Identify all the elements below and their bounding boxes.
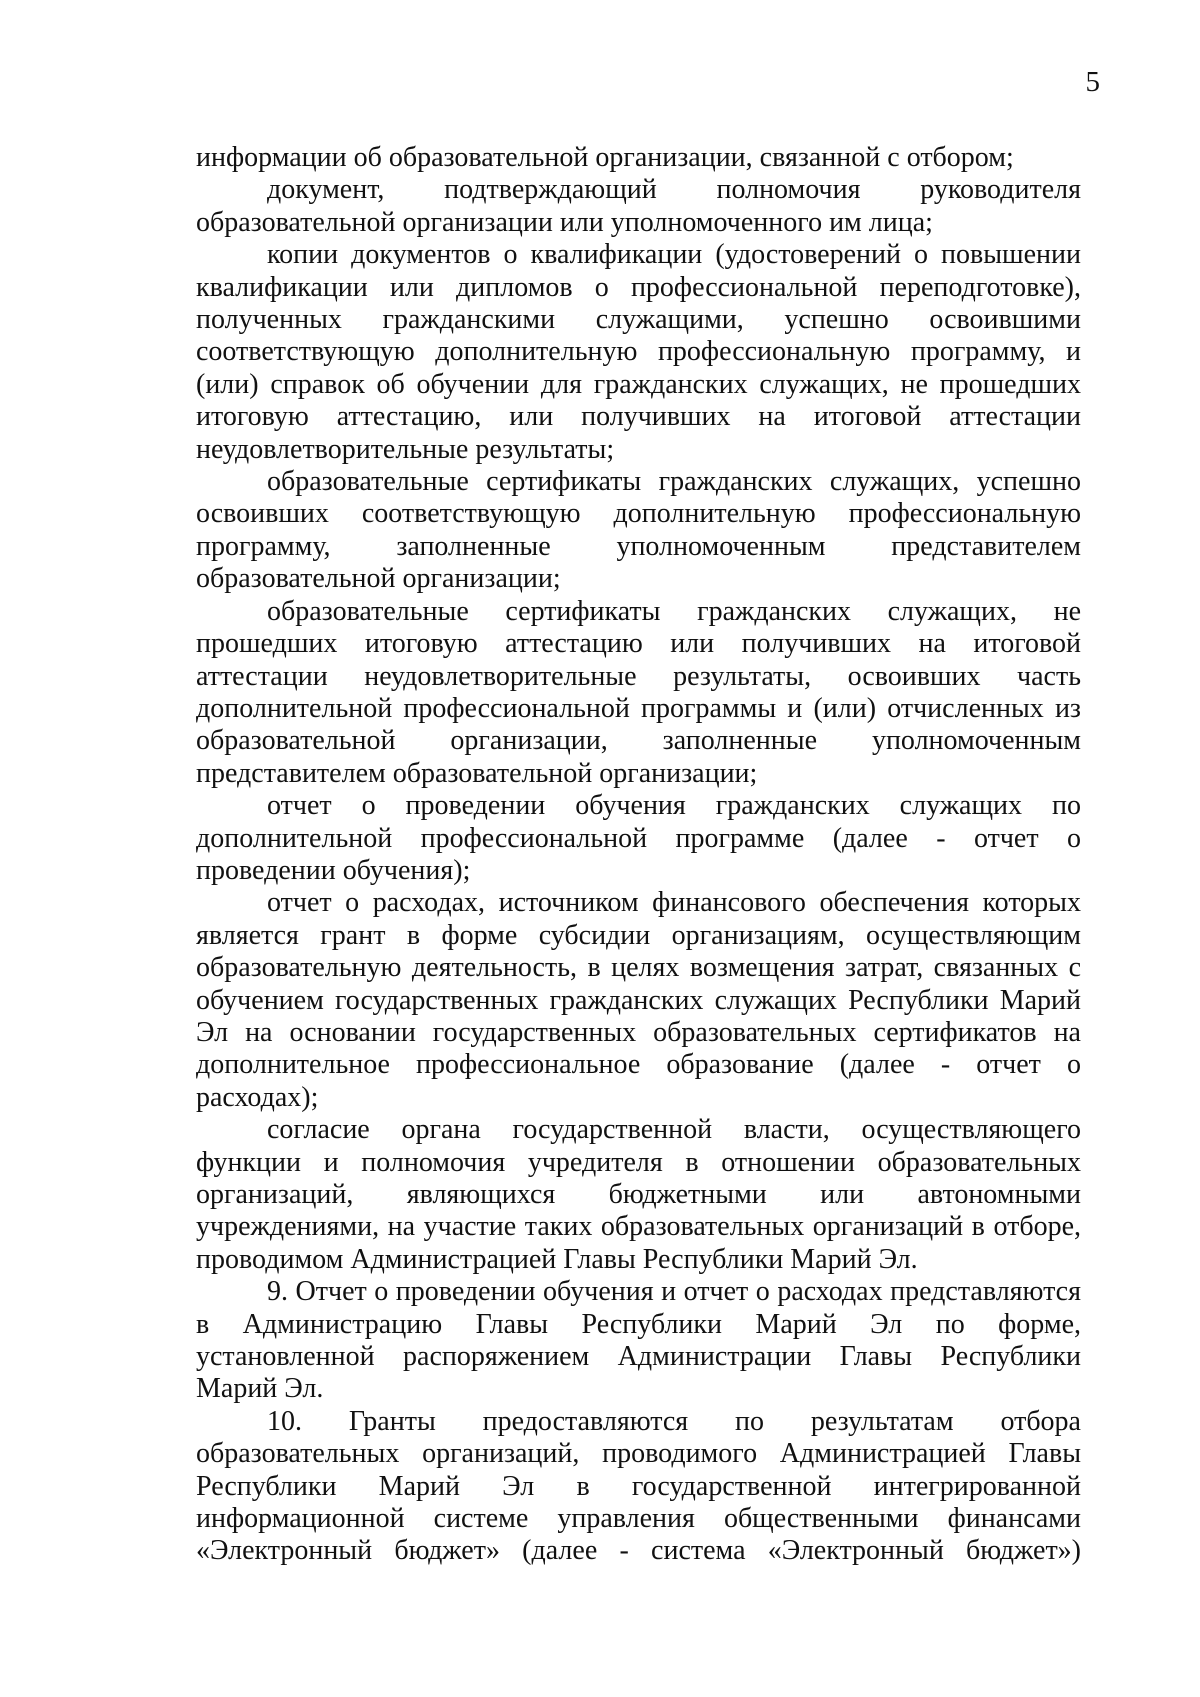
paragraph-expense-report: отчет о расходах, источником финансового обеспечения которых является грант в форме субсидии организациям, осуществляющим образовательную деятельность, в целях возмещения затрат, связанных с обучением государственных гражданских служащих Республики Марий Эл на основании государственных образовательных сертификатов на дополнительное профессиональное образование (далее - отчет о расходах); <box>196 887 1081 1113</box>
document-body <box>196 142 1081 1568</box>
paragraph-founder-consent: согласие органа государственной власти, осуществляющего функции и полномочия учредителя в отношении образовательных организаций, являющихся бюджетными или автономными учреждениями, на участие таких образовательных организаций в отборе, проводимом Администрацией Главы Республики Марий Эл. <box>196 1114 1081 1275</box>
page-number: 5 <box>1085 66 1100 98</box>
paragraph-item-9: 9. Отчет о проведении обучения и отчет о расходах представляются в Администрацию Главы Республики Марий Эл по форме, установленной распоряжением Администрации Главы Республики Марий Эл. <box>196 1276 1081 1405</box>
paragraph-item-10: 10. Гранты предоставляются по результатам отбора образовательных организаций, проводимого Администрацией Главы Республики Марий Эл в государственной интегрированной информационной системе управления общественными финансами «Электронный бюджет» (далее - система «Электронный бюджет») <box>196 1405 1081 1567</box>
paragraph-head-authority-document: документ, подтверждающий полномочия руководителя образовательной организации или уполномоченного им лица; <box>196 174 1081 238</box>
paragraph-continuation: информации об образовательной организации, связанной с отбором; <box>196 142 1014 173</box>
paragraph-qualification-documents: копии документов о квалификации (удостоверений о повышении квалификации или дипломов о профессиональной переподготовке), полученных гражданскими служащими, успешно освоившими соответствующую дополнительную профессиональную программу, и (или) справок об обучении для гражданских служащих, не прошедших итоговую аттестацию, или получивших на итоговой аттестации неудовлетворительные результаты; <box>196 239 1081 465</box>
paragraph-training-report: отчет о проведении обучения гражданских служащих по дополнительной профессиональной программе (далее - отчет о проведении обучения); <box>196 790 1081 886</box>
paragraph-certificates-completed: образовательные сертификаты гражданских служащих, успешно освоивших соответствующую дополнительную профессиональную программу, заполненные уполномоченным представителем образовательной организации; <box>196 466 1081 595</box>
paragraph-certificates-not-completed: образовательные сертификаты гражданских служащих, не прошедших итоговую аттестацию или получивших на итоговой аттестации неудовлетворительные результаты, освоивших часть дополнительной профессиональной программы и (или) отчисленных из образовательной организации, заполненные уполномоченным представителем образовательной организации; <box>196 595 1081 789</box>
